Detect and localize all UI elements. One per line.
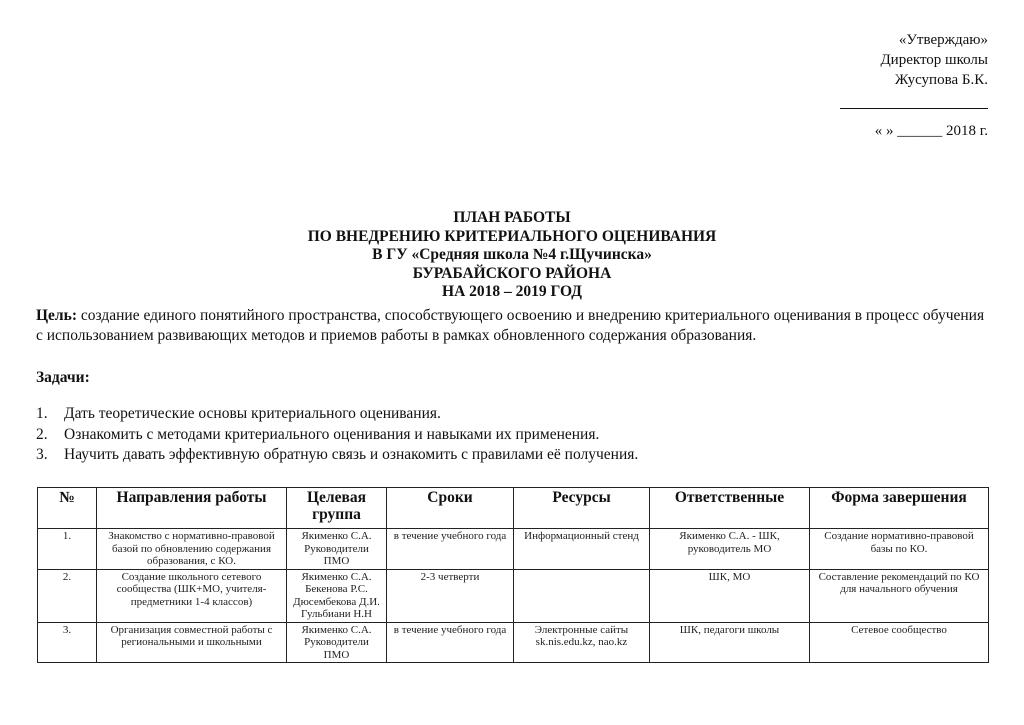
table-cell: в течение учебного года xyxy=(387,622,514,663)
document-title xyxy=(0,209,1024,302)
title-line: НА 2018 – 2019 ГОД xyxy=(442,283,582,300)
table-cell xyxy=(514,569,650,622)
table-cell: Знакомство с нормативно-правовой базой по обновлению содержания образования, с КО. xyxy=(97,529,287,570)
work-plan-table xyxy=(37,487,989,663)
table-cell: 3. xyxy=(38,622,97,663)
column-header-direction: Направления работы xyxy=(97,488,287,529)
table-cell: Информационный стенд xyxy=(514,529,650,570)
column-header-completion-form: Форма завершения xyxy=(810,488,989,529)
table-row xyxy=(38,529,989,570)
column-header-terms: Сроки xyxy=(387,488,514,529)
task-text: Дать теоретические основы критериального оценивания. xyxy=(64,405,441,422)
goal-text: создание единого понятийного пространства, способствующего освоению и внедрению критериального оценивания в процесс обучения с использованием развивающих методов и приемов работы в рамках обновленного содержания образования. xyxy=(36,307,985,344)
table-cell: Организация совместной работы с региональными и школьными xyxy=(97,622,287,663)
table-cell: 2. xyxy=(38,569,97,622)
title-line: БУРАБАЙСКОГО РАЙОНА xyxy=(412,264,612,282)
signature-line xyxy=(840,100,988,109)
table-cell: Якименко С.А. Руководители ПМО xyxy=(287,622,387,663)
column-header-resources: Ресурсы xyxy=(514,488,650,529)
title-line: ПО ВНЕДРЕНИЮ КРИТЕРИАЛЬНОГО ОЦЕНИВАНИЯ xyxy=(307,227,717,245)
table-row xyxy=(38,622,989,663)
table-header-row xyxy=(38,488,989,529)
approval-date: « » ______ 2018 г. xyxy=(874,123,988,139)
table-cell: Якименко С.А. Руководители ПМО xyxy=(287,529,387,570)
title-line: В ГУ «Средняя школа №4 г.Щучинска» xyxy=(372,246,652,263)
table-cell: в течение учебного года xyxy=(387,529,514,570)
tasks-heading: Задачи: xyxy=(36,369,90,386)
table-row xyxy=(38,569,989,622)
approval-heading: «Утверждаю» xyxy=(898,32,988,48)
list-item xyxy=(36,425,986,446)
table-cell: ШК, педагоги школы xyxy=(650,622,810,663)
table-cell: 1. xyxy=(38,529,97,570)
table-cell: Сетевое сообщество xyxy=(810,622,989,663)
approval-block xyxy=(788,30,988,141)
approval-signatory: Жусупова Б.К. xyxy=(894,72,988,88)
approval-position: Директор школы xyxy=(880,52,988,68)
column-header-number: № xyxy=(38,488,97,529)
table-cell: Создание нормативно-правовой базы по КО. xyxy=(810,529,989,570)
task-text: Ознакомить с методами критериального оценивания и навыками их применения. xyxy=(64,425,600,443)
table-cell: Создание школьного сетевого сообщества (ШК+МО, учителя-предметники 1-4 классов) xyxy=(97,569,287,622)
column-header-responsible: Ответственные xyxy=(650,488,810,529)
table-cell: Составление рекомендаций по КО для начального обучения xyxy=(810,569,989,622)
table-cell: Электронные сайты sk.nis.edu.kz, nao.kz xyxy=(514,622,650,663)
task-number: 2. xyxy=(36,425,48,443)
goal-paragraph xyxy=(36,306,986,346)
list-item xyxy=(36,404,986,425)
list-item xyxy=(36,445,986,466)
task-text: Научить давать эффективную обратную связь и ознакомить с правилами её получения. xyxy=(64,446,639,463)
tasks-list xyxy=(36,404,986,466)
column-header-target-group: Целевая группа xyxy=(287,488,387,529)
table-cell: Якименко С.А. Бекенова Р.С. Дюсембекова Д.И. Гульбиани Н.Н xyxy=(287,569,387,622)
task-number: 1. xyxy=(36,405,48,422)
table-cell: ШК, МО xyxy=(650,569,810,622)
goal-label: Цель: xyxy=(36,307,77,324)
task-number: 3. xyxy=(36,446,48,463)
table-cell: Якименко С.А. - ШК, руководитель МО xyxy=(650,529,810,570)
table-cell: 2-3 четверти xyxy=(387,569,514,622)
title-line: ПЛАН РАБОТЫ xyxy=(453,209,571,226)
